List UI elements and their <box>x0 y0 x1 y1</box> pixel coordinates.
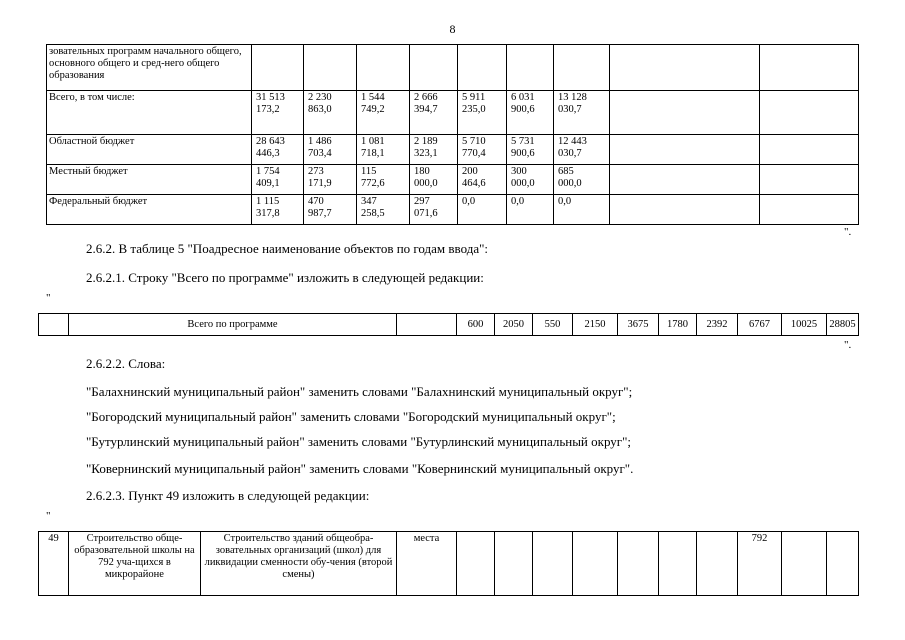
value-cell: 300 000,0 <box>507 165 554 195</box>
table-row <box>47 195 859 225</box>
paragraph-2-6-2-2: 2.6.2.2. Слова: <box>86 356 166 371</box>
closing-quote: ". <box>844 226 852 238</box>
value-cell: 200 464,6 <box>458 165 507 195</box>
row-label: Местный бюджет <box>47 165 252 195</box>
value-cell: 1 081 718,1 <box>357 135 410 165</box>
value-cell: 115 772,6 <box>357 165 410 195</box>
table-row <box>47 45 859 91</box>
value-cell: 1 544 749,2 <box>357 91 410 135</box>
value-cell: 600 <box>457 314 495 336</box>
opening-quote: " <box>46 292 51 304</box>
program-text-cell: зовательных программ начального общего, основного общего и сред-него общего образования <box>47 45 252 91</box>
value-cell: 1 115 317,8 <box>252 195 304 225</box>
object-name: Строительство обще-образовательной школы на 792 уча-щихся в микрорайоне <box>69 532 201 596</box>
table-row <box>39 532 859 596</box>
value-cell: 273 171,9 <box>304 165 357 195</box>
value-cell: 31 513 173,2 <box>252 91 304 135</box>
unit-cell: места <box>397 532 457 596</box>
replace-line-3: "Бутурлинский муниципальный район" заменить словами "Бутурлинский муниципальный округ"; <box>86 434 632 449</box>
value-cell: 2392 <box>697 314 738 336</box>
value-cell: 0,0 <box>507 195 554 225</box>
object-purpose: Строительство зданий общеобра-зовательных организаций (школ) для ликвидации сменности обу-чения (второй смены) <box>201 532 397 596</box>
replace-line-1: "Балахнинский муниципальный район" заменить словами "Балахнинский муниципальный округ"; <box>86 384 633 399</box>
value-cell: 2 230 863,0 <box>304 91 357 135</box>
replace-line-4: "Ковернинский муниципальный район" заменить словами "Ковернинский муниципальный округ". <box>86 461 634 476</box>
opening-quote: " <box>46 510 51 522</box>
value-cell: 0,0 <box>458 195 507 225</box>
value-cell: 6 031 900,6 <box>507 91 554 135</box>
value-cell: 1780 <box>659 314 697 336</box>
item-49-table <box>38 531 859 596</box>
row-number: 49 <box>39 532 69 596</box>
value-cell: 6767 <box>738 314 782 336</box>
value-cell: 28805 <box>827 314 859 336</box>
row-label: Федеральный бюджет <box>47 195 252 225</box>
value-cell: 3675 <box>618 314 659 336</box>
value-cell: 13 128 030,7 <box>554 91 610 135</box>
value-cell: 5 710 770,4 <box>458 135 507 165</box>
funding-table <box>46 44 859 225</box>
value-cell: 347 258,5 <box>357 195 410 225</box>
paragraph-2-6-2-1: 2.6.2.1. Строку "Всего по программе" изложить в следующей редакции: <box>86 270 484 285</box>
value-cell: 180 000,0 <box>410 165 458 195</box>
closing-quote: ". <box>844 339 852 351</box>
table-row <box>39 314 859 336</box>
row-label: Всего, в том числе: <box>47 91 252 135</box>
paragraph-2-6-2: 2.6.2. В таблице 5 "Поадресное наименование объектов по годам ввода": <box>86 241 489 256</box>
value-cell: 550 <box>533 314 573 336</box>
page-number: 8 <box>449 22 456 36</box>
value-cell: 2 666 394,7 <box>410 91 458 135</box>
value-cell: 1 486 703,4 <box>304 135 357 165</box>
total-row-table <box>38 313 859 336</box>
value-cell: 792 <box>738 532 782 596</box>
row-label: Областной бюджет <box>47 135 252 165</box>
table-row <box>47 165 859 195</box>
value-cell: 2150 <box>573 314 618 336</box>
replace-line-2: "Богородский муниципальный район" заменить словами "Богородский муниципальный округ"; <box>86 409 616 424</box>
paragraph-2-6-2-3: 2.6.2.3. Пункт 49 изложить в следующей редакции: <box>86 488 370 503</box>
value-cell: 5 911 235,0 <box>458 91 507 135</box>
table-row <box>47 135 859 165</box>
value-cell: 5 731 900,6 <box>507 135 554 165</box>
value-cell: 10025 <box>782 314 827 336</box>
value-cell: 2 189 323,1 <box>410 135 458 165</box>
value-cell: 685 000,0 <box>554 165 610 195</box>
table-row <box>47 91 859 135</box>
value-cell: 0,0 <box>554 195 610 225</box>
value-cell: 297 071,6 <box>410 195 458 225</box>
value-cell: 2050 <box>495 314 533 336</box>
value-cell: 12 443 030,7 <box>554 135 610 165</box>
value-cell: 470 987,7 <box>304 195 357 225</box>
total-label: Всего по программе <box>69 314 397 336</box>
value-cell: 1 754 409,1 <box>252 165 304 195</box>
value-cell: 28 643 446,3 <box>252 135 304 165</box>
